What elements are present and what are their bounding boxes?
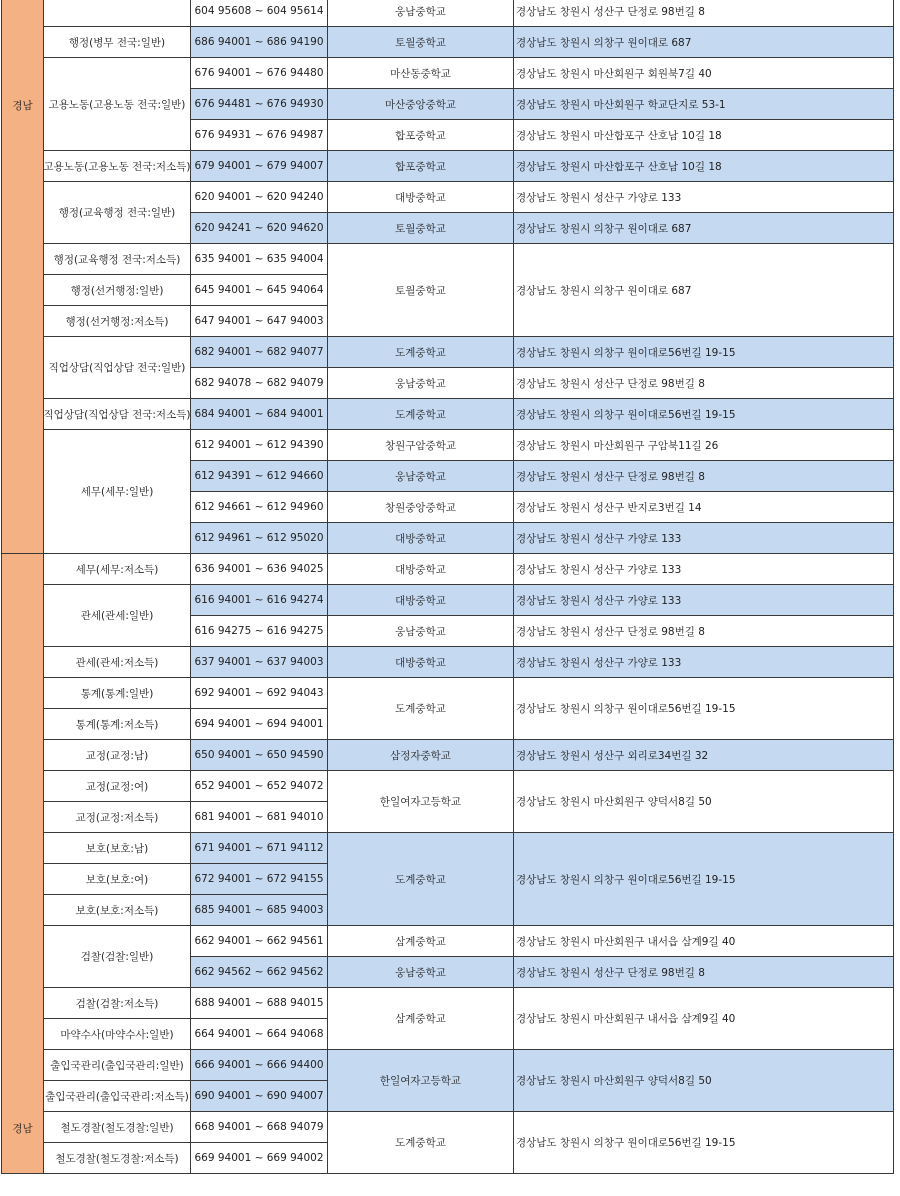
field-cell: 보호(보호:여) <box>44 864 191 895</box>
exam-number-range-cell: 666 94001 ~ 666 94400 <box>191 1050 328 1081</box>
field-cell: 교정(교정:여) <box>44 771 191 802</box>
address-cell: 경상남도 창원시 마산회원구 내서읍 삼계9길 40 <box>514 988 894 1050</box>
address-cell: 경상남도 창원시 성산구 가양로 133 <box>514 647 894 678</box>
school-name-cell: 웅남중학교 <box>328 957 514 988</box>
exam-number-range-cell: 612 94391 ~ 612 94660 <box>191 461 328 492</box>
exam-number-range-cell: 669 94001 ~ 669 94002 <box>191 1143 328 1174</box>
field-cell: 세무(세무:일반) <box>44 430 191 554</box>
exam-number-range-cell: 684 94001 ~ 684 94001 <box>191 399 328 430</box>
exam-number-range-cell: 636 94001 ~ 636 94025 <box>191 554 328 585</box>
exam-number-range-cell: 688 94001 ~ 688 94015 <box>191 988 328 1019</box>
field-cell: 마약수사(마약수사:일반) <box>44 1019 191 1050</box>
address-cell: 경상남도 창원시 의창구 원이대로56번길 19-15 <box>514 833 894 926</box>
exam-number-range-cell: 612 94961 ~ 612 95020 <box>191 523 328 554</box>
address-cell: 경상남도 창원시 성산구 단정로 98번길 8 <box>514 461 894 492</box>
address-cell: 경상남도 창원시 의창구 원이대로56번길 19-15 <box>514 678 894 740</box>
field-cell: 철도경찰(철도경찰:일반) <box>44 1112 191 1143</box>
exam-number-range-cell: 671 94001 ~ 671 94112 <box>191 833 328 864</box>
exam-number-range-cell: 664 94001 ~ 664 94068 <box>191 1019 328 1050</box>
exam-number-range-cell: 682 94001 ~ 682 94077 <box>191 337 328 368</box>
exam-number-range-cell: 681 94001 ~ 681 94010 <box>191 802 328 833</box>
field-cell: 관세(관세:일반) <box>44 585 191 647</box>
address-cell: 경상남도 창원시 의창구 원이대로56번길 19-15 <box>514 337 894 368</box>
school-name-cell: 삼계중학교 <box>328 926 514 957</box>
exam-number-range-cell: 676 94481 ~ 676 94930 <box>191 89 328 120</box>
address-cell: 경상남도 창원시 마산회원구 구암북11길 26 <box>514 430 894 461</box>
address-cell: 경상남도 창원시 의창구 원이대로56번길 19-15 <box>514 399 894 430</box>
exam-number-range-cell: 686 94001 ~ 686 94190 <box>191 27 328 58</box>
exam-number-range-cell: 612 94001 ~ 612 94390 <box>191 430 328 461</box>
region-label: 경남 <box>12 1123 33 1135</box>
exam-number-range-cell: 604 95608 ~ 604 95614 <box>191 0 328 27</box>
school-name-cell: 대방중학교 <box>328 523 514 554</box>
field-cell: 교정(교정:저소득) <box>44 802 191 833</box>
address-cell: 경상남도 창원시 성산구 가양로 133 <box>514 554 894 585</box>
school-name-cell: 대방중학교 <box>328 182 514 213</box>
school-name-cell: 합포중학교 <box>328 120 514 151</box>
field-cell: 보호(보호:저소득) <box>44 895 191 926</box>
school-name-cell: 웅남중학교 <box>328 0 514 27</box>
address-cell: 경상남도 창원시 마산회원구 내서읍 삼계9길 40 <box>514 926 894 957</box>
address-cell: 경상남도 창원시 의창구 원이대로 687 <box>514 27 894 58</box>
field-cell: 철도경찰(철도경찰:저소득) <box>44 1143 191 1174</box>
address-cell: 경상남도 창원시 의창구 원이대로 687 <box>514 213 894 244</box>
school-name-cell: 삼계중학교 <box>328 988 514 1050</box>
address-cell: 경상남도 창원시 마산회원구 회원북7길 40 <box>514 58 894 89</box>
exam-number-range-cell: 662 94562 ~ 662 94562 <box>191 957 328 988</box>
school-name-cell: 대방중학교 <box>328 585 514 616</box>
field-cell: 고용노동(고용노동 전국:일반) <box>44 58 191 151</box>
field-cell: 행정(교육행정 전국:저소득) <box>44 244 191 275</box>
school-name-cell: 마산중앙중학교 <box>328 89 514 120</box>
field-cell: 직업상담(직업상담 전국:저소득) <box>44 399 191 430</box>
exam-number-range-cell: 685 94001 ~ 685 94003 <box>191 895 328 926</box>
address-cell: 경상남도 창원시 의창구 원이대로 687 <box>514 244 894 337</box>
field-cell: 직업상담(직업상담 전국:일반) <box>44 337 191 399</box>
school-name-cell: 도계중학교 <box>328 399 514 430</box>
school-name-cell: 삼정자중학교 <box>328 740 514 771</box>
exam-number-range-cell: 679 94001 ~ 679 94007 <box>191 151 328 182</box>
address-cell: 경상남도 창원시 성산구 외리로34번길 32 <box>514 740 894 771</box>
address-cell: 경상남도 창원시 마산회원구 학교단지로 53-1 <box>514 89 894 120</box>
address-cell: 경상남도 창원시 성산구 단정로 98번길 8 <box>514 0 894 27</box>
exam-number-range-cell: 612 94661 ~ 612 94960 <box>191 492 328 523</box>
field-cell: 출입국관리(출입국관리:저소득) <box>44 1081 191 1112</box>
exam-number-range-cell: 690 94001 ~ 690 94007 <box>191 1081 328 1112</box>
field-cell: 고용노동(고용노동 전국:저소득) <box>44 151 191 182</box>
school-name-cell: 웅남중학교 <box>328 461 514 492</box>
field-cell: 행정(선거행정:저소득) <box>44 306 191 337</box>
school-name-cell: 합포중학교 <box>328 151 514 182</box>
field-cell: 보호(보호:남) <box>44 833 191 864</box>
school-name-cell: 한일여자고등학교 <box>328 771 514 833</box>
exam-number-range-cell: 694 94001 ~ 694 94001 <box>191 709 328 740</box>
address-cell: 경상남도 창원시 성산구 가양로 133 <box>514 182 894 213</box>
exam-number-range-cell: 616 94275 ~ 616 94275 <box>191 616 328 647</box>
field-cell: 행정(교육행정 전국:일반) <box>44 182 191 244</box>
field-cell: 검찰(검찰:저소득) <box>44 988 191 1019</box>
school-name-cell: 도계중학교 <box>328 1112 514 1174</box>
exam-number-range-cell: 692 94001 ~ 692 94043 <box>191 678 328 709</box>
field-cell: 행정(선거행정:일반) <box>44 275 191 306</box>
address-cell: 경상남도 창원시 성산구 단정로 98번길 8 <box>514 368 894 399</box>
exam-number-range-cell: 676 94931 ~ 676 94987 <box>191 120 328 151</box>
exam-number-range-cell: 662 94001 ~ 662 94561 <box>191 926 328 957</box>
address-cell: 경상남도 창원시 마산합포구 산호남 10길 18 <box>514 120 894 151</box>
exam-number-range-cell: 637 94001 ~ 637 94003 <box>191 647 328 678</box>
exam-number-range-cell: 676 94001 ~ 676 94480 <box>191 58 328 89</box>
field-cell: 통계(통계:일반) <box>44 678 191 709</box>
field-cell: 출입국관리(출입국관리:일반) <box>44 1050 191 1081</box>
exam-number-range-cell: 620 94001 ~ 620 94240 <box>191 182 328 213</box>
address-cell: 경상남도 창원시 의창구 원이대로56번길 19-15 <box>514 1112 894 1174</box>
exam-number-range-cell: 647 94001 ~ 647 94003 <box>191 306 328 337</box>
field-cell <box>44 0 191 27</box>
school-name-cell: 대방중학교 <box>328 554 514 585</box>
field-cell: 교정(교정:남) <box>44 740 191 771</box>
exam-number-range-cell: 635 94001 ~ 635 94004 <box>191 244 328 275</box>
school-name-cell: 토월중학교 <box>328 244 514 337</box>
school-name-cell: 토월중학교 <box>328 27 514 58</box>
exam-number-range-cell: 620 94241 ~ 620 94620 <box>191 213 328 244</box>
field-cell: 행정(병무 전국:일반) <box>44 27 191 58</box>
school-name-cell: 한일여자고등학교 <box>328 1050 514 1112</box>
region-cell <box>1 0 44 554</box>
exam-number-range-cell: 645 94001 ~ 645 94064 <box>191 275 328 306</box>
region-cell <box>1 554 44 1174</box>
address-cell: 경상남도 창원시 성산구 단정로 98번길 8 <box>514 957 894 988</box>
school-name-cell: 도계중학교 <box>328 337 514 368</box>
address-cell: 경상남도 창원시 성산구 단정로 98번길 8 <box>514 616 894 647</box>
exam-site-table <box>1 0 894 1196</box>
school-name-cell: 대방중학교 <box>328 647 514 678</box>
school-name-cell: 웅남중학교 <box>328 368 514 399</box>
school-name-cell: 토월중학교 <box>328 213 514 244</box>
exam-number-range-cell: 682 94078 ~ 682 94079 <box>191 368 328 399</box>
school-name-cell: 웅남중학교 <box>328 616 514 647</box>
school-name-cell: 창원중앙중학교 <box>328 492 514 523</box>
school-name-cell: 창원구암중학교 <box>328 430 514 461</box>
address-cell: 경상남도 창원시 성산구 가양로 133 <box>514 585 894 616</box>
address-cell: 경상남도 창원시 마산회원구 양덕서8길 50 <box>514 1050 894 1112</box>
exam-number-range-cell: 668 94001 ~ 668 94079 <box>191 1112 328 1143</box>
address-cell: 경상남도 창원시 성산구 반지로3번길 14 <box>514 492 894 523</box>
region-label: 경남 <box>12 100 33 112</box>
address-cell: 경상남도 창원시 마산회원구 양덕서8길 50 <box>514 771 894 833</box>
exam-number-range-cell: 652 94001 ~ 652 94072 <box>191 771 328 802</box>
exam-number-range-cell: 650 94001 ~ 650 94590 <box>191 740 328 771</box>
exam-number-range-cell: 672 94001 ~ 672 94155 <box>191 864 328 895</box>
field-cell: 세무(세무:저소득) <box>44 554 191 585</box>
field-cell: 통계(통계:저소득) <box>44 709 191 740</box>
school-name-cell: 도계중학교 <box>328 833 514 926</box>
address-cell: 경상남도 창원시 성산구 가양로 133 <box>514 523 894 554</box>
school-name-cell: 마산동중학교 <box>328 58 514 89</box>
field-cell: 관세(관세:저소득) <box>44 647 191 678</box>
school-name-cell: 도계중학교 <box>328 678 514 740</box>
address-cell: 경상남도 창원시 마산합포구 산호남 10길 18 <box>514 151 894 182</box>
field-cell: 검찰(검찰:일반) <box>44 926 191 988</box>
exam-number-range-cell: 616 94001 ~ 616 94274 <box>191 585 328 616</box>
